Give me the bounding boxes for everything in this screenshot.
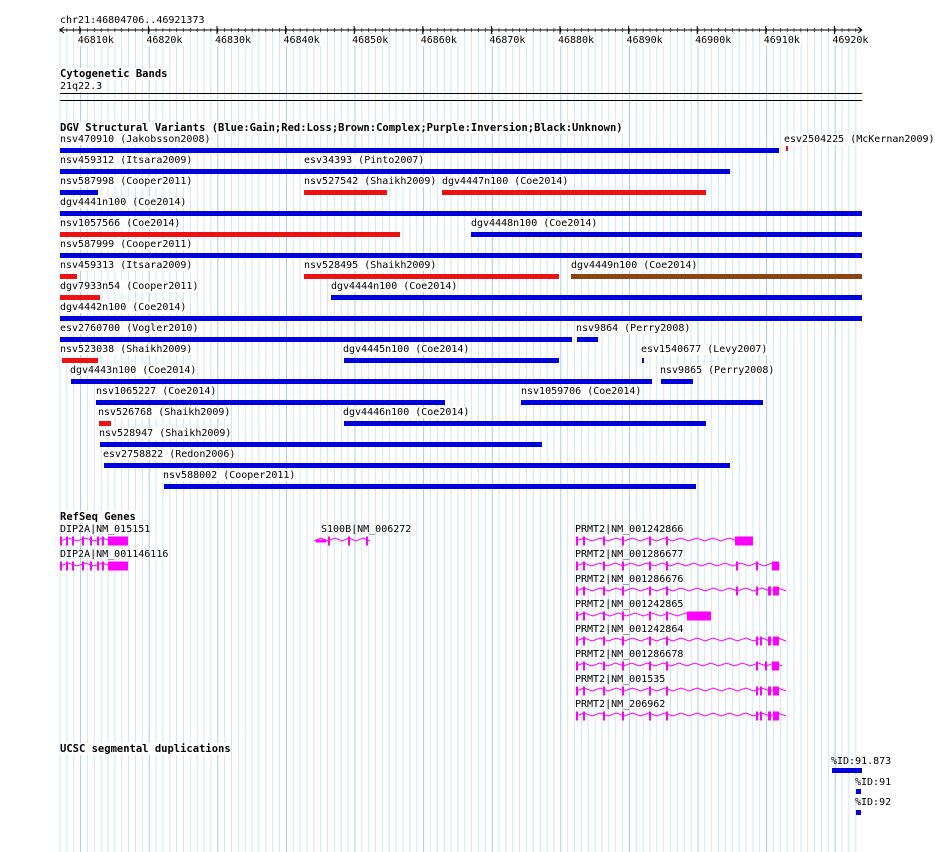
dgv-variant-label[interactable]: nsv523038 (Shaikh2009) — [60, 344, 193, 355]
refseq-gene-label[interactable]: PRMT2|NM_206962 — [575, 699, 666, 710]
dgv-variant-label[interactable]: dgv7933n54 (Cooper2011) — [60, 281, 199, 292]
dgv-variant-label[interactable]: dgv4449n100 (Coe2014) — [571, 260, 698, 271]
refseq-gene-label[interactable]: PRMT2|NM_001286677 — [575, 549, 684, 560]
dgv-variant-label[interactable]: dgv4442n100 (Coe2014) — [60, 302, 187, 313]
dgv-variant-label[interactable]: dgv4447n100 (Coe2014) — [442, 176, 569, 187]
refseq-gene-label[interactable]: PRMT2|NM_001242866 — [575, 524, 684, 535]
refseq-track-title: RefSeq Genes — [60, 511, 136, 523]
dgv-variant-label[interactable]: dgv4448n100 (Coe2014) — [471, 218, 598, 229]
dgv-variant-label[interactable]: nsv470910 (Jakobsson2008) — [60, 134, 211, 145]
ruler-tick-label: 46900k — [695, 35, 732, 46]
refseq-gene-label[interactable]: DIP2A|NM_001146116 — [60, 549, 169, 560]
dgv-variant-label[interactable]: nsv459313 (Itsara2009) — [60, 260, 193, 271]
ruler-tick-label: 46840k — [283, 35, 320, 46]
segdup-bar[interactable] — [856, 810, 861, 815]
dgv-variant-label[interactable]: nsv587999 (Cooper2011) — [60, 239, 193, 250]
refseq-gene-label[interactable]: PRMT2|NM_001535 — [575, 674, 666, 685]
ruler-tick-label: 46880k — [557, 35, 595, 46]
ruler-tick-label: 46820k — [146, 35, 183, 46]
segdup-label[interactable]: %ID:91.873 — [831, 756, 892, 767]
dgv-variant-label[interactable]: nsv588002 (Cooper2011) — [163, 470, 296, 481]
dgv-variant-label[interactable]: dgv4443n100 (Coe2014) — [70, 365, 197, 376]
dgv-variant-label[interactable]: nsv528947 (Shaikh2009) — [99, 428, 232, 439]
ruler-tick-label: 46870k — [489, 35, 526, 46]
refseq-gene-label[interactable]: PRMT2|NM_001242865 — [575, 599, 684, 610]
dgv-variant-label[interactable]: dgv4445n100 (Coe2014) — [343, 344, 470, 355]
dgv-variant-label[interactable]: dgv4446n100 (Coe2014) — [343, 407, 470, 418]
ruler-tick-label: 46860k — [420, 35, 457, 46]
segdup-label[interactable]: %ID:91 — [855, 777, 892, 788]
dgv-variant-label[interactable]: nsv9865 (Perry2008) — [660, 365, 775, 376]
dgv-variant-label[interactable]: nsv528495 (Shaikh2009) — [304, 260, 437, 271]
refseq-gene-label[interactable]: PRMT2|NM_001242864 — [575, 624, 684, 635]
ruler-tick-label: 46910k — [763, 35, 800, 46]
segdup-label[interactable]: %ID:92 — [855, 797, 892, 808]
dgv-variant-label[interactable]: esv2760700 (Vogler2010) — [60, 323, 199, 334]
dgv-variant-label[interactable]: esv2504225 (McKernan2009) — [784, 134, 935, 145]
ruler-tick-label: 46850k — [352, 35, 389, 46]
dgv-variant-label[interactable]: nsv459312 (Itsara2009) — [60, 155, 193, 166]
segdup-bar[interactable] — [856, 789, 861, 794]
segdup-track-title: UCSC segmental duplications — [60, 743, 231, 755]
refseq-gene-label[interactable]: PRMT2|NM_001286678 — [575, 649, 684, 660]
ruler-tick-label: 46920k — [832, 35, 869, 46]
dgv-variant-label[interactable]: esv1540677 (Levy2007) — [641, 344, 768, 355]
dgv-variant-label[interactable]: nsv587998 (Cooper2011) — [60, 176, 193, 187]
dgv-variant-label[interactable]: esv2758822 (Redon2006) — [103, 449, 236, 460]
ruler-position-label: chr21:46804706..46921373 — [60, 15, 205, 26]
ruler-tick-label: 46830k — [214, 35, 252, 46]
dgv-variant-label[interactable]: nsv527542 (Shaikh2009) — [304, 176, 437, 187]
dgv-variant-label[interactable]: dgv4444n100 (Coe2014) — [331, 281, 458, 292]
ruler-tick-label: 46810k — [77, 35, 114, 46]
cytoband-track-title: Cytogenetic Bands — [60, 68, 168, 80]
dgv-variant-label[interactable]: nsv1057566 (Coe2014) — [60, 218, 181, 229]
refseq-gene-label[interactable]: S100B|NM_006272 — [321, 524, 412, 535]
cytoband-label: 21q22.3 — [60, 81, 103, 92]
ruler-tick-label: 46890k — [626, 35, 663, 46]
segdup-bar[interactable] — [832, 768, 862, 773]
refseq-gene-label[interactable]: DIP2A|NM_015151 — [60, 524, 151, 535]
dgv-variant-label[interactable]: nsv526768 (Shaikh2009) — [98, 407, 231, 418]
dgv-variant-label[interactable]: nsv1065227 (Coe2014) — [96, 386, 217, 397]
dgv-track-title: DGV Structural Variants (Blue:Gain;Red:Loss;Brown:Complex;Purple:Inversion;Black:Unknown) — [60, 122, 623, 134]
dgv-variant-label[interactable]: nsv1059706 (Coe2014) — [521, 386, 642, 397]
dgv-variant-label[interactable]: esv34393 (Pinto2007) — [304, 155, 425, 166]
refseq-gene-label[interactable]: PRMT2|NM_001286676 — [575, 574, 684, 585]
dgv-variant-label[interactable]: nsv9864 (Perry2008) — [576, 323, 691, 334]
dgv-variant-label[interactable]: dgv4441n100 (Coe2014) — [60, 197, 187, 208]
